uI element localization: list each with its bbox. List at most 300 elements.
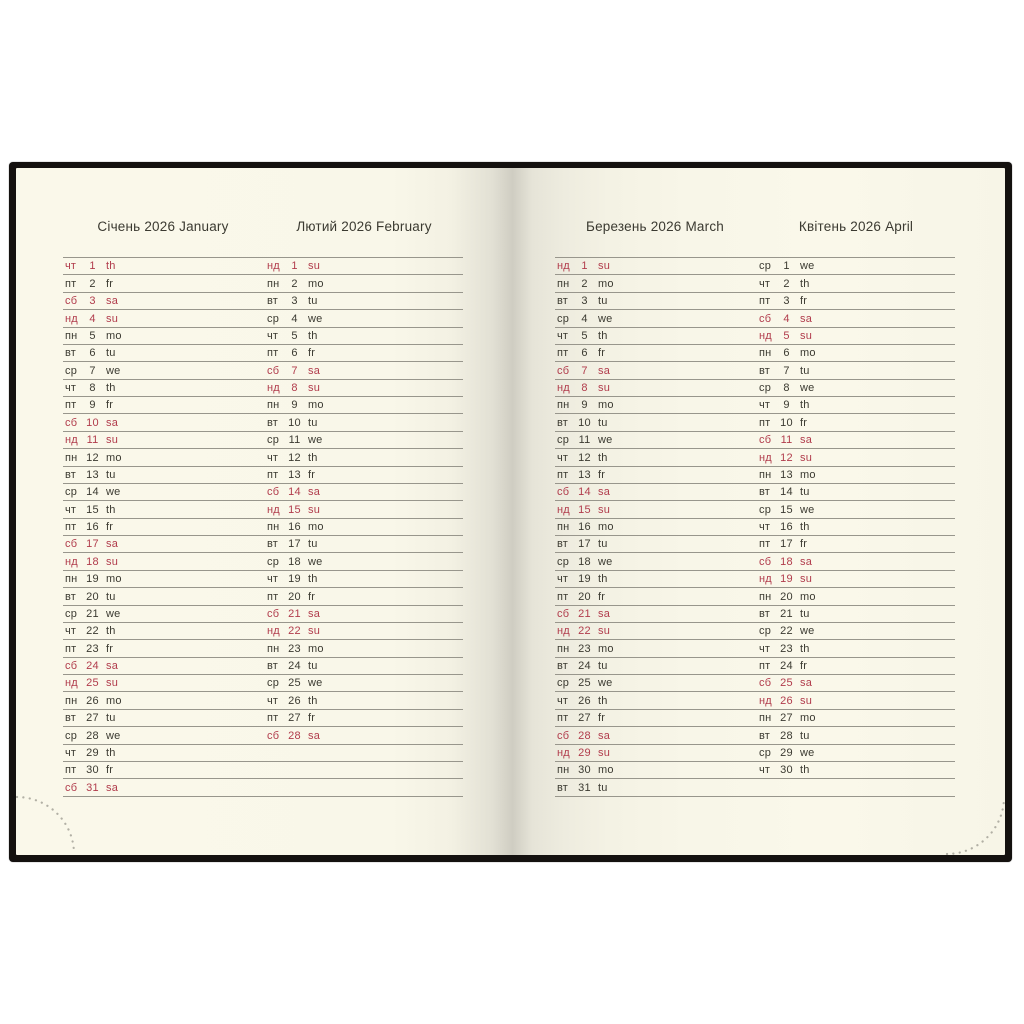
day-entry [557, 347, 605, 359]
day-entry [759, 382, 814, 394]
day-entry [759, 399, 810, 411]
day-entry [267, 365, 320, 377]
day-row [63, 640, 463, 657]
day-en-label: sa [106, 660, 119, 672]
day-num-label: 14 [86, 486, 99, 499]
day-ua-label: ср [65, 486, 78, 499]
day-row [555, 397, 955, 414]
day-num-label: 23 [780, 642, 793, 655]
day-en-label: sa [106, 295, 119, 308]
day-ua-label: пн [759, 712, 772, 725]
day-entry [65, 365, 120, 377]
day-num-label: 28 [288, 729, 301, 742]
day-en-label: th [598, 451, 608, 464]
day-num-label: 9 [89, 399, 96, 412]
day-ua-label: сб [65, 416, 78, 429]
day-num-label: 16 [578, 521, 591, 533]
day-row [63, 588, 463, 605]
day-ua-label: сб [65, 781, 78, 794]
corner-perforation-arc-left [17, 797, 74, 854]
day-entry [557, 695, 608, 707]
day-entry [557, 469, 605, 481]
day-en-label: mo [598, 277, 614, 290]
day-ua-label: вт [557, 660, 569, 672]
day-entry [267, 712, 315, 724]
day-entry [65, 313, 118, 325]
day-en-label: mo [598, 764, 614, 777]
day-entry [65, 538, 118, 550]
day-ua-label: пн [759, 590, 772, 603]
day-num-label: 2 [581, 277, 588, 290]
day-ua-label: чт [267, 451, 279, 464]
day-entry [557, 573, 608, 585]
day-num-label: 23 [288, 642, 301, 655]
day-ua-label: нд [65, 677, 78, 690]
day-en-label: su [106, 434, 119, 447]
day-num-label: 18 [578, 555, 591, 568]
day-en-label: th [308, 694, 318, 707]
day-num-label: 10 [578, 416, 591, 429]
day-num-label: 18 [780, 555, 793, 568]
day-entry [759, 365, 810, 377]
month-title-march: Березень 2026 March [586, 219, 724, 234]
day-entry [65, 643, 113, 655]
day-en-label: mo [308, 277, 324, 290]
day-ua-label: ср [267, 555, 280, 568]
day-ua-label: пт [65, 521, 77, 533]
day-en-label: th [598, 329, 608, 342]
day-entry [557, 382, 610, 394]
day-row [63, 310, 463, 327]
day-ua-label: ср [267, 677, 280, 690]
day-entry [759, 538, 807, 550]
day-ua-label: нд [65, 312, 78, 325]
day-num-label: 1 [581, 260, 588, 273]
day-en-label: mo [598, 399, 614, 412]
day-entry [759, 730, 810, 742]
day-en-label: th [308, 329, 318, 342]
day-num-label: 19 [86, 573, 99, 586]
day-num-label: 2 [89, 277, 96, 290]
day-en-label: sa [106, 538, 119, 551]
day-entry [759, 295, 807, 307]
day-en-label: sa [598, 486, 611, 499]
day-num-label: 27 [578, 712, 591, 725]
day-num-label: 21 [288, 607, 301, 620]
day-ua-label: пт [267, 712, 279, 725]
day-en-label: we [800, 503, 815, 516]
day-entry [557, 608, 610, 620]
day-row [63, 519, 463, 536]
day-en-label: mo [106, 329, 122, 342]
day-num-label: 17 [288, 538, 301, 551]
day-num-label: 15 [578, 503, 591, 516]
day-ua-label: сб [557, 607, 570, 620]
day-num-label: 30 [86, 764, 99, 777]
day-ua-label: вт [65, 712, 77, 725]
day-ua-label: сб [759, 677, 772, 690]
day-row [63, 675, 463, 692]
month-title-february: Лютий 2026 February [296, 219, 432, 234]
day-en-label: th [598, 573, 608, 586]
day-num-label: 17 [780, 538, 793, 551]
day-en-label: tu [598, 660, 608, 672]
day-en-label: fr [800, 416, 808, 429]
day-en-label: tu [106, 347, 116, 360]
day-ua-label: нд [557, 382, 570, 394]
day-en-label: su [106, 555, 119, 568]
day-en-label: th [800, 764, 810, 777]
day-ua-label: чт [557, 329, 569, 342]
day-en-label: fr [106, 764, 114, 777]
day-num-label: 15 [86, 503, 99, 516]
day-row [555, 432, 955, 449]
day-en-label: th [106, 625, 116, 638]
day-ua-label: ср [65, 729, 78, 742]
day-entry [267, 608, 320, 620]
day-num-label: 24 [288, 660, 301, 672]
day-num-label: 10 [288, 416, 301, 429]
day-en-label: su [308, 503, 321, 516]
day-ua-label: чт [65, 260, 77, 273]
day-entry [267, 382, 320, 394]
day-en-label: mo [106, 451, 122, 464]
day-num-label: 14 [578, 486, 591, 499]
day-en-label: fr [308, 347, 316, 360]
day-ua-label: ср [759, 382, 772, 394]
day-row [63, 484, 463, 501]
day-row [63, 658, 463, 675]
day-entry [267, 730, 320, 742]
day-entry [267, 260, 320, 272]
day-en-label: sa [308, 486, 321, 499]
day-entry [65, 469, 116, 481]
day-en-label: sa [598, 607, 611, 620]
day-num-label: 7 [291, 364, 298, 377]
day-ua-label: сб [759, 434, 772, 447]
day-ua-label: сб [267, 486, 280, 499]
day-num-label: 22 [780, 625, 793, 638]
day-entry [557, 486, 610, 498]
day-entry [557, 643, 614, 655]
day-num-label: 1 [783, 260, 790, 273]
day-ua-label: пт [65, 764, 77, 777]
day-ua-label: сб [759, 312, 772, 325]
day-ua-label: ср [759, 503, 772, 516]
day-row [63, 623, 463, 640]
day-en-label: su [308, 260, 321, 273]
day-en-label: sa [598, 729, 611, 742]
day-num-label: 9 [291, 399, 298, 412]
day-num-label: 11 [86, 434, 99, 447]
day-ua-label: ср [557, 677, 570, 690]
day-num-label: 29 [780, 746, 793, 759]
day-num-label: 16 [288, 521, 301, 533]
day-entry [557, 730, 610, 742]
day-row [555, 484, 955, 501]
day-en-label: we [308, 434, 323, 447]
day-en-label: th [800, 521, 810, 533]
day-entry [267, 313, 322, 325]
day-row [555, 588, 955, 605]
day-row [555, 692, 955, 709]
day-num-label: 18 [288, 555, 301, 568]
day-ua-label: пт [759, 416, 771, 429]
day-entry [65, 677, 118, 689]
day-num-label: 5 [291, 329, 298, 342]
day-ua-label: пн [759, 468, 772, 481]
day-en-label: we [308, 677, 323, 690]
day-entry [65, 486, 120, 498]
day-ua-label: чт [759, 521, 771, 533]
day-num-label: 25 [780, 677, 793, 690]
day-en-label: fr [800, 660, 808, 672]
day-entry [65, 521, 113, 533]
day-en-label: tu [598, 416, 608, 429]
day-ua-label: сб [557, 364, 570, 377]
day-en-label: th [106, 503, 116, 516]
day-entry [557, 295, 608, 307]
day-num-label: 21 [86, 607, 99, 620]
day-en-label: su [598, 260, 611, 273]
day-ua-label: ср [759, 746, 772, 759]
day-num-label: 8 [783, 382, 790, 394]
day-row [63, 501, 463, 518]
day-en-label: mo [308, 642, 324, 655]
day-num-label: 14 [780, 486, 793, 499]
day-ua-label: нд [759, 573, 772, 586]
day-en-label: fr [598, 712, 606, 725]
day-num-label: 26 [578, 694, 591, 707]
day-ua-label: пт [557, 712, 569, 725]
day-en-label: mo [308, 521, 324, 533]
day-ua-label: пн [557, 764, 570, 777]
day-row [555, 727, 955, 744]
day-entry [65, 295, 118, 307]
day-ua-label: сб [267, 729, 280, 742]
day-entry [759, 625, 814, 637]
day-entry [65, 625, 116, 637]
day-ua-label: сб [759, 555, 772, 568]
day-num-label: 21 [578, 607, 591, 620]
day-ua-label: пн [759, 347, 772, 360]
day-entry [759, 695, 812, 707]
day-ua-label: вт [267, 660, 279, 672]
day-num-label: 25 [86, 677, 99, 690]
day-entry [759, 591, 816, 603]
day-num-label: 2 [291, 277, 298, 290]
day-en-label: fr [598, 468, 606, 481]
day-num-label: 30 [578, 764, 591, 777]
day-num-label: 7 [783, 364, 790, 377]
day-ua-label: ср [557, 555, 570, 568]
day-row [555, 745, 955, 762]
day-ua-label: вт [557, 781, 569, 794]
day-num-label: 4 [783, 312, 790, 325]
day-en-label: th [308, 573, 318, 586]
day-row [63, 553, 463, 570]
day-en-label: su [598, 503, 611, 516]
day-en-label: we [106, 607, 121, 620]
day-row [555, 449, 955, 466]
day-num-label: 5 [89, 329, 96, 342]
day-entry [759, 643, 810, 655]
day-entry [759, 313, 812, 325]
day-entry [759, 330, 812, 342]
day-entry [557, 452, 608, 464]
day-entry [65, 504, 116, 516]
day-ua-label: пн [267, 277, 280, 290]
day-en-label: th [800, 277, 810, 290]
day-num-label: 13 [288, 468, 301, 481]
day-num-label: 17 [86, 538, 99, 551]
day-ua-label: пт [65, 277, 77, 290]
day-num-label: 1 [89, 260, 96, 273]
day-num-label: 6 [89, 347, 96, 360]
day-en-label: mo [106, 694, 122, 707]
day-num-label: 22 [86, 625, 99, 638]
day-num-label: 20 [86, 590, 99, 603]
day-row [63, 380, 463, 397]
day-ua-label: чт [557, 694, 569, 707]
day-num-label: 15 [288, 503, 301, 516]
day-en-label: sa [308, 364, 321, 377]
day-row [63, 432, 463, 449]
month-rows [63, 257, 463, 797]
day-num-label: 3 [291, 295, 298, 308]
day-row [63, 275, 463, 292]
day-ua-label: нд [557, 625, 570, 638]
day-ua-label: пн [267, 399, 280, 412]
day-ua-label: нд [557, 746, 570, 759]
day-entry [557, 747, 610, 759]
day-num-label: 26 [288, 694, 301, 707]
day-entry [557, 365, 610, 377]
day-num-label: 22 [578, 625, 591, 638]
day-row [63, 779, 463, 796]
day-entry [557, 504, 610, 516]
day-en-label: mo [106, 573, 122, 586]
day-entry [65, 382, 116, 394]
day-entry [557, 417, 608, 429]
day-ua-label: ср [759, 625, 772, 638]
day-entry [267, 452, 318, 464]
day-row [555, 293, 955, 310]
day-row [63, 414, 463, 431]
day-entry [267, 330, 318, 342]
day-num-label: 24 [86, 660, 99, 672]
day-ua-label: чт [759, 399, 771, 412]
day-num-label: 27 [780, 712, 793, 725]
day-row [555, 762, 955, 779]
day-en-label: sa [106, 416, 119, 429]
day-num-label: 12 [578, 451, 591, 464]
month-title-april: Квітень 2026 April [798, 219, 914, 234]
day-num-label: 23 [86, 642, 99, 655]
day-entry [267, 573, 318, 585]
day-entry [65, 330, 122, 342]
day-num-label: 13 [780, 468, 793, 481]
day-num-label: 19 [780, 573, 793, 586]
day-row [63, 467, 463, 484]
day-ua-label: нд [267, 382, 280, 394]
day-row [555, 310, 955, 327]
day-ua-label: пн [557, 642, 570, 655]
day-num-label: 13 [86, 468, 99, 481]
open-spread [16, 168, 1005, 855]
day-ua-label: вт [267, 416, 279, 429]
day-entry [759, 347, 816, 359]
day-en-label: th [106, 382, 116, 394]
day-num-label: 1 [291, 260, 298, 273]
day-num-label: 29 [578, 746, 591, 759]
day-en-label: su [800, 329, 813, 342]
month-title-january: Січень 2026 January [97, 219, 229, 234]
day-entry [65, 452, 122, 464]
day-ua-label: вт [759, 729, 771, 742]
day-entry [557, 712, 605, 724]
day-ua-label: сб [557, 729, 570, 742]
corner-perforation-arc-right [947, 797, 1004, 854]
day-en-label: sa [800, 555, 813, 568]
diary-cover [9, 162, 1012, 862]
day-num-label: 7 [89, 364, 96, 377]
day-entry [759, 504, 814, 516]
day-entry [759, 260, 814, 272]
day-entry [557, 330, 608, 342]
day-row [555, 710, 955, 727]
day-entry [267, 417, 318, 429]
day-row [63, 293, 463, 310]
day-entry [759, 452, 812, 464]
day-row [63, 710, 463, 727]
day-entry [267, 347, 315, 359]
day-ua-label: нд [557, 260, 570, 273]
day-num-label: 7 [581, 364, 588, 377]
day-ua-label: пт [267, 468, 279, 481]
day-en-label: we [800, 260, 815, 273]
day-ua-label: вт [65, 347, 77, 360]
day-ua-label: нд [267, 260, 280, 273]
day-en-label: we [800, 625, 815, 638]
day-ua-label: пт [65, 642, 77, 655]
day-num-label: 25 [578, 677, 591, 690]
day-en-label: th [106, 746, 116, 759]
day-num-label: 26 [780, 694, 793, 707]
day-ua-label: ср [557, 312, 570, 325]
day-entry [267, 591, 315, 603]
day-entry [65, 712, 116, 724]
day-ua-label: чт [267, 573, 279, 586]
day-en-label: we [598, 434, 613, 447]
day-ua-label: чт [759, 642, 771, 655]
day-entry [557, 538, 608, 550]
day-en-label: su [106, 312, 119, 325]
day-en-label: tu [800, 729, 810, 742]
day-en-label: su [800, 573, 813, 586]
day-ua-label: пт [557, 468, 569, 481]
day-row [555, 345, 955, 362]
day-ua-label: нд [267, 503, 280, 516]
day-entry [267, 278, 324, 290]
day-num-label: 8 [89, 382, 96, 394]
day-row [63, 762, 463, 779]
day-entry [759, 677, 812, 689]
day-entry [557, 313, 612, 325]
day-ua-label: сб [65, 660, 78, 672]
day-en-label: fr [106, 277, 114, 290]
day-num-label: 27 [288, 712, 301, 725]
